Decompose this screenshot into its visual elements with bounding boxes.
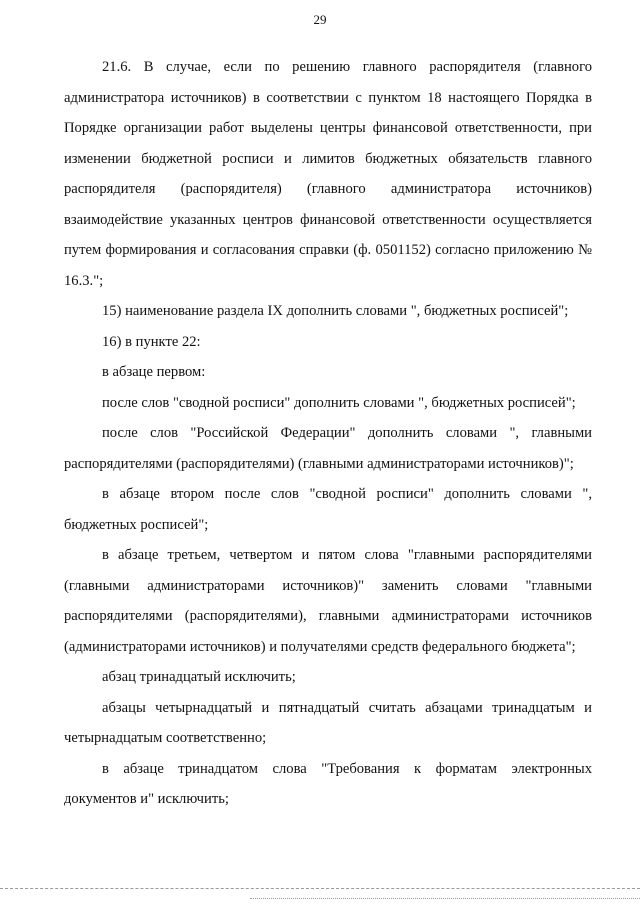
- paragraph-13-exclude: абзац тринадцатый исключить;: [102, 669, 296, 685]
- paragraph-13-requirements: в абзаце тринадцатом слова "Требования к форматам электронных документов и" исключить;: [64, 760, 592, 807]
- paragraph-item-16: 16) в пункте 22:: [102, 333, 201, 350]
- scan-edge-line-lower: [250, 898, 640, 899]
- paragraph-third-abzac: в абзаце третьем, четвертом и пятом слова "главными распорядителями (главными администраторами источников)" заменить словами "главными распорядителями (распорядителями), главными администраторами источников (администраторами источников) и получателями средств федерального бюджета";: [64, 547, 592, 655]
- paragraph-14-15-renumber: абзацы четырнадцатый и пятнадцатый считать абзацами тринадцатым и четырнадцатым соответственно;: [64, 699, 592, 746]
- paragraph-second-abzac: в абзаце втором после слов "сводной росписи" дополнить словами ", бюджетных росписей";: [64, 486, 592, 533]
- paragraph-first-abzac: в абзаце первом:: [102, 364, 206, 380]
- scan-edge-line: [0, 888, 640, 889]
- paragraph-svodnoy-rospisi: после слов "сводной росписи" дополнить словами ", бюджетных росписей";: [102, 394, 576, 411]
- page-number: 29: [313, 12, 327, 27]
- paragraph-item-15: 15) наименование раздела IX дополнить словами ", бюджетных росписей";: [102, 303, 569, 319]
- paragraph-rf: после слов "Российской Федерации" дополнить словами ", главными распорядителями (распорядителями) (главными администраторами источников)";: [64, 425, 592, 472]
- document-body: [64, 52, 592, 815]
- paragraph-21-6: 21.6. В случае, если по решению главного распорядителя (главного администратора источников) в соответствии с пунктом 18 настоящего Порядка в Порядке организации работ выделены центры финансовой ответственности, при изменении бюджетной росписи и лимитов бюджетных обязательств главного распорядителя (распорядителя) (главного администратора источников) взаимодействие указанных центров финансовой ответственности осуществляется путем формирования и согласования справки (ф. 0501152) согласно приложению № 16.3.";: [64, 59, 592, 289]
